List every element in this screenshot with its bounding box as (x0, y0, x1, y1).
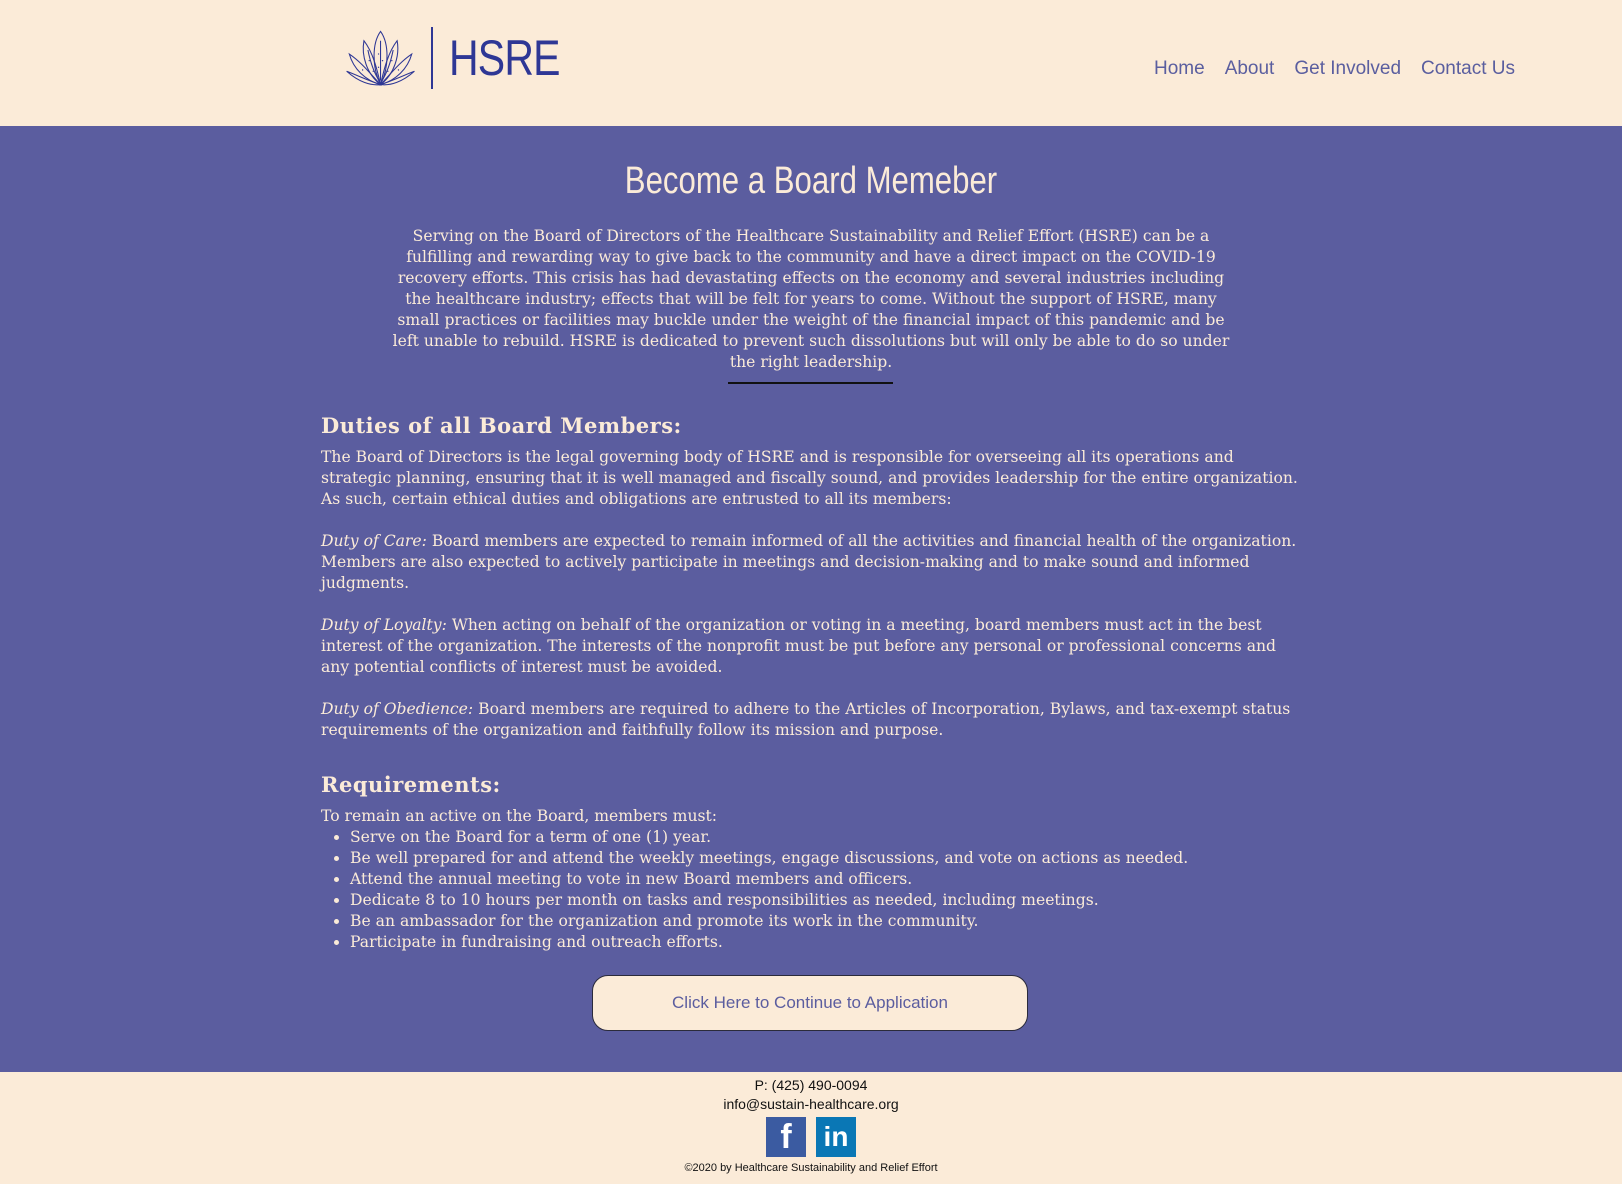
content-block (321, 412, 1301, 953)
footer-email[interactable]: info@sustain-healthcare.org (723, 1096, 899, 1112)
list-item: • Be an ambassador for the organization and promote its work in the community. (350, 911, 1301, 932)
linkedin-icon[interactable]: in (816, 1117, 856, 1157)
main-section (0, 126, 1622, 1072)
logo-text: HSRE (449, 30, 560, 86)
list-item: • Attend the annual meeting to vote in new Board members and officers. (350, 869, 1301, 890)
duty-of-loyalty (321, 615, 1301, 678)
list-item: • Participate in fundraising and outreach efforts. (350, 932, 1301, 953)
requirements-list (321, 827, 1301, 953)
logo-divider (431, 27, 433, 89)
site-footer (0, 1072, 1622, 1184)
nav-contact-us[interactable]: Contact Us (1421, 58, 1515, 79)
section-divider (728, 382, 893, 384)
site-logo[interactable] (344, 8, 584, 108)
duties-intro: The Board of Directors is the legal governing body of HSRE and is responsible for overseeing all its operations and strategic planning, ensuring that it is well managed and fiscally sound, and provides leadership for the entire organization. As such, certain ethical duties and obligations are entrusted to all its members: (321, 448, 1298, 508)
duty-name: Duty of Obedience: (321, 700, 474, 718)
footer-phone: P: (425) 490-0094 (754, 1077, 868, 1093)
duty-of-obedience (321, 699, 1301, 741)
list-item: • Be well prepared for and attend the weekly meetings, engage discussions, and vote on actions as needed. (350, 848, 1301, 869)
duty-of-care (321, 531, 1301, 594)
duty-name: Duty of Care: (321, 532, 427, 550)
page-title: Become a Board Memeber (624, 160, 998, 202)
lotus-icon (344, 12, 417, 104)
list-item: • Dedicate 8 to 10 hours per month on tasks and responsibilities as needed, including meetings. (350, 890, 1301, 911)
footer-copyright: ©2020 by Healthcare Sustainability and Relief Effort (684, 1162, 938, 1174)
duty-text: Board members are required to adhere to the Articles of Incorporation, Bylaws, and tax-exempt status requirements of the organization and faithfully follow its mission and purpose. (321, 700, 1291, 739)
nav-get-involved[interactable]: Get Involved (1294, 58, 1402, 79)
nav-home[interactable]: Home (1154, 58, 1205, 79)
duty-text: When acting on behalf of the organization or voting in a meeting, board members must act in the best interest of the organization. The interests of the nonprofit must be put before any personal or professional concerns and any potential conflicts of interest must be avoided. (321, 616, 1277, 676)
site-header (0, 0, 1622, 126)
duty-text: Board members are expected to remain informed of all the activities and financial health of the organization. Members are also expected to actively participate in meetings and decision-making and to make sound and informed judgments. (321, 532, 1297, 592)
requirements-heading: Requirements: (321, 772, 501, 797)
social-links (766, 1117, 856, 1157)
facebook-icon[interactable]: f (766, 1117, 806, 1157)
nav-about[interactable]: About (1224, 58, 1275, 79)
intro-paragraph: Serving on the Board of Directors of the Healthcare Sustainability and Relief Effort (HSRE) can be a fulfilling and rewarding way to give back to the community and have a direct impact on the COVID-19 recovery efforts. This crisis has had devastating effects on the economy and several industries including the healthcare industry; effects that will be felt for years to come. Without the support of HSRE, many small practices or facilities may buckle under the weight of the financial impact of this pandemic and be left unable to rebuild. HSRE is dedicated to prevent such dissolutions but will only be able to do so under the right leadership. (392, 227, 1230, 371)
continue-application-button[interactable]: Click Here to Continue to Application (592, 975, 1028, 1031)
requirements-intro: To remain an active on the Board, members must: (321, 807, 718, 825)
list-item: • Serve on the Board for a term of one (1) year. (350, 827, 1301, 848)
main-nav (1154, 58, 1515, 80)
duty-name: Duty of Loyalty: (321, 616, 447, 634)
duties-heading: Duties of all Board Members: (321, 413, 682, 438)
